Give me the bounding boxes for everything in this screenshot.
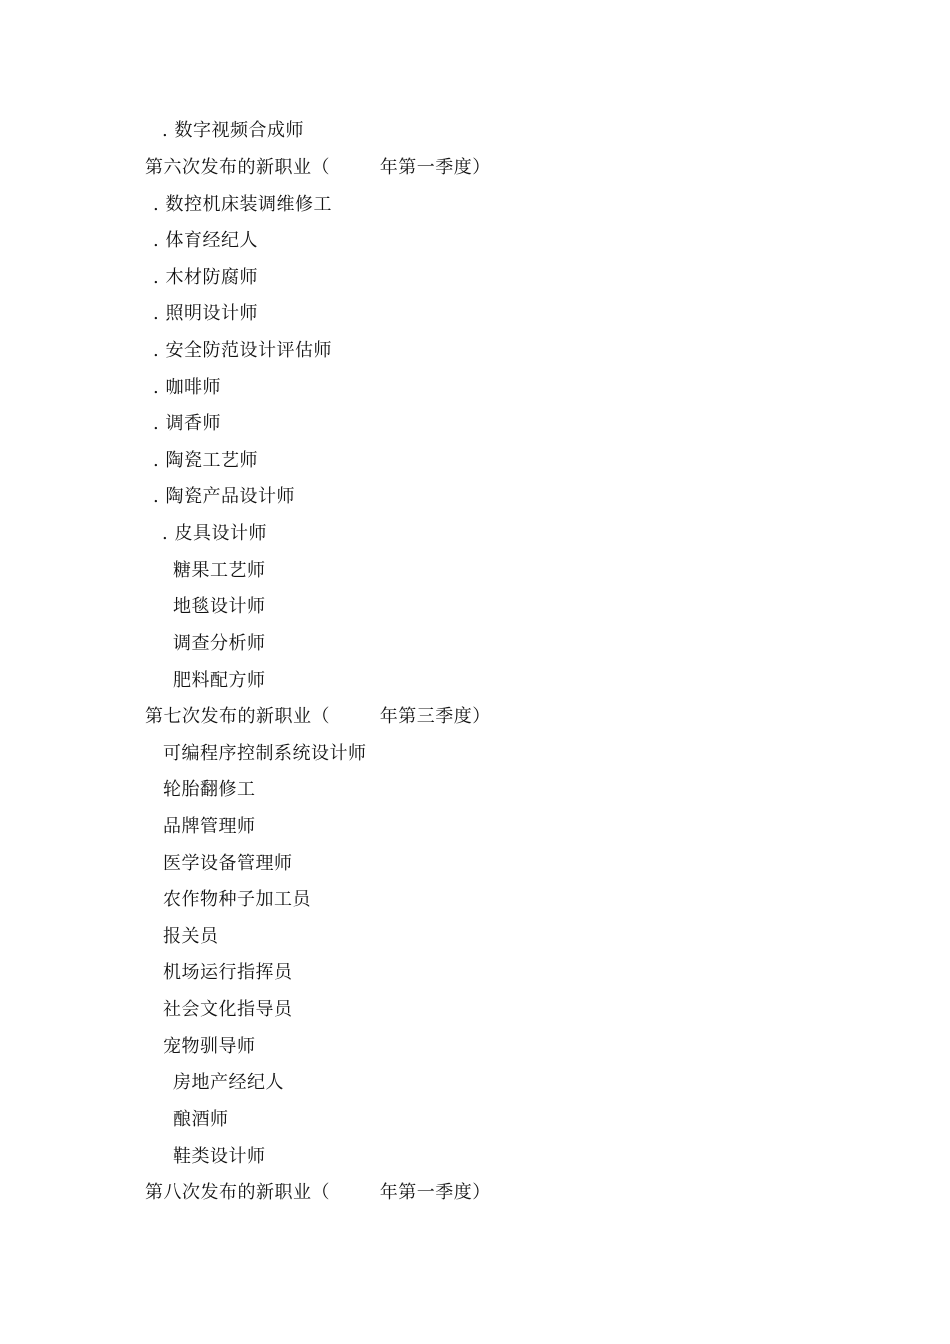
list-item: 社会文化指导员 — [163, 999, 293, 1020]
list-item: . 陶瓷产品设计师 — [153, 486, 295, 507]
list-item: . 照明设计师 — [153, 303, 258, 324]
list-item: . 调香师 — [153, 413, 221, 434]
list-item: 酿酒师 — [173, 1109, 229, 1130]
list-item: 肥料配方师 — [173, 670, 266, 691]
list-item: 可编程序控制系统设计师 — [163, 743, 367, 764]
list-item: . 木材防腐师 — [153, 267, 258, 288]
list-item: 轮胎翻修工 — [163, 779, 256, 800]
list-item: 糖果工艺师 — [173, 560, 266, 581]
list-item: 调查分析师 — [173, 633, 266, 654]
list-item: 机场运行指挥员 — [163, 962, 293, 983]
list-item: 医学设备管理师 — [163, 853, 293, 874]
list-item: 农作物种子加工员 — [163, 889, 311, 910]
list-item: 报关员 — [163, 926, 219, 947]
list-item: . 体育经纪人 — [153, 230, 258, 251]
list-item: 品牌管理师 — [163, 816, 256, 837]
list-item: 房地产经纪人 — [173, 1072, 284, 1093]
section-heading: 第七次发布的新职业（ 年第三季度） — [145, 706, 491, 727]
list-item: . 陶瓷工艺师 — [153, 450, 258, 471]
list-item: . 皮具设计师 — [162, 523, 267, 544]
list-item: . 咖啡师 — [153, 377, 221, 398]
list-item: . 安全防范设计评估师 — [153, 340, 332, 361]
section-heading: 第六次发布的新职业（ 年第一季度） — [145, 157, 491, 178]
list-item: . 数控机床装调维修工 — [153, 194, 332, 215]
list-item: 鞋类设计师 — [173, 1146, 266, 1167]
list-item: 地毯设计师 — [173, 596, 266, 617]
list-item: 宠物驯导师 — [163, 1036, 256, 1057]
section-heading: 第八次发布的新职业（ 年第一季度） — [145, 1182, 491, 1203]
list-item: . 数字视频合成师 — [162, 120, 304, 141]
